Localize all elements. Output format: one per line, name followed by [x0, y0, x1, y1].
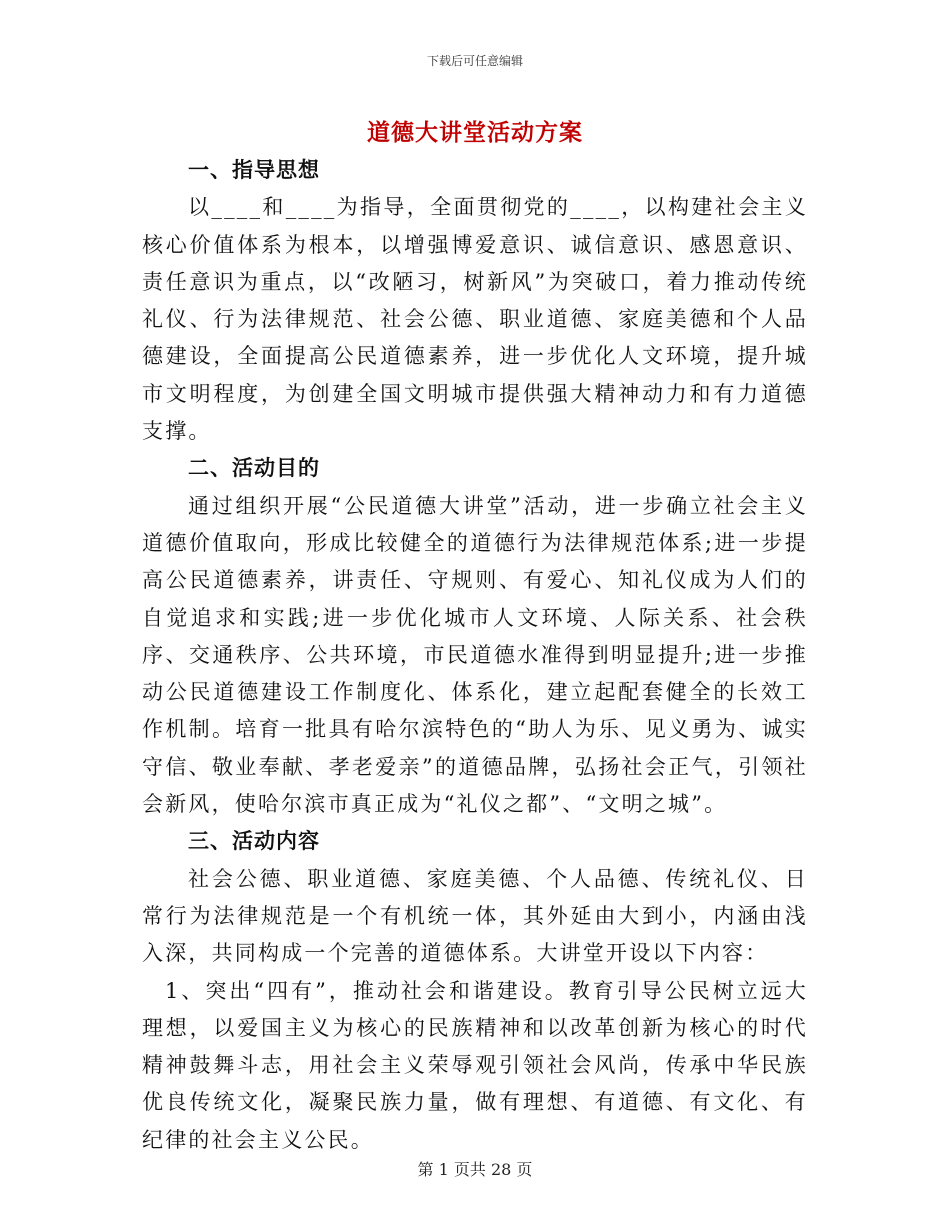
document-body	[142, 152, 808, 1159]
document-title: 道德大讲堂活动方案	[367, 119, 583, 146]
page-footer: 第 1 页共 28 页	[417, 1160, 533, 1179]
header-note: 下载后可任意编辑	[426, 54, 523, 68]
section-heading-activity-content: 三、活动内容	[188, 829, 320, 854]
paragraph-activity-content-intro: 社会公德、职业道德、家庭美德、个人品德、传统礼仪、日常行为法律规范是一个有机统一体，其外延由大到小，内涵由浅入深，共同构成一个完善的道德体系。大讲堂开设以下内容：	[142, 866, 808, 966]
section-heading-guiding-ideology: 一、指导思想	[188, 158, 320, 182]
section-heading-activity-purpose: 二、活动目的	[188, 456, 320, 481]
paragraph-guiding-ideology: 以____和____为指导，全面贯彻党的____，以构建社会主义核心价值体系为根本，以增强博爱意识、诚信意识、感恩意识、责任意识为重点，以“改陋习，树新风”为突破口，着力推动传统礼仪、行为法律规范、社会公德、职业道德、家庭美德和个人品德建设，全面提高公民道德素养，进一步优化人文环境，提升城市文明程度，为创建全国文明城市提供强大精神动力和有力道德支撑。	[142, 195, 808, 444]
paragraph-activity-content-item-1: 1、突出“四有”，推动社会和谐建设。教育引导公民树立远大理想，以爱国主义为核心的民族精神和以改革创新为核心的时代精神鼓舞斗志，用社会主义荣辱观引领社会风尚，传承中华民族优良传统文化，凝聚民族力量，做有理想、有道德、有文化、有纪律的社会主义公民。	[142, 978, 808, 1152]
paragraph-activity-purpose: 通过组织开展“公民道德大讲堂”活动，进一步确立社会主义道德价值取向，形成比较健全的道德行为法律规范体系;进一步提高公民道德素养，讲责任、守规则、有爱心、知礼仪成为人们的自觉追求和实践;进一步优化城市人文环境、人际关系、社会秩序、交通秩序、公共环境，市民道德水准得到明显提升;进一步推动公民道德建设工作制度化、体系化，建立起配套健全的长效工作机制。培育一批具有哈尔滨特色的“助人为乐、见义勇为、诚实守信、敬业奉献、孝老爱亲”的道德品牌，弘扬社会正气，引领社会新风，使哈尔滨市真正成为“礼仪之都”、“文明之城”。	[142, 493, 808, 817]
